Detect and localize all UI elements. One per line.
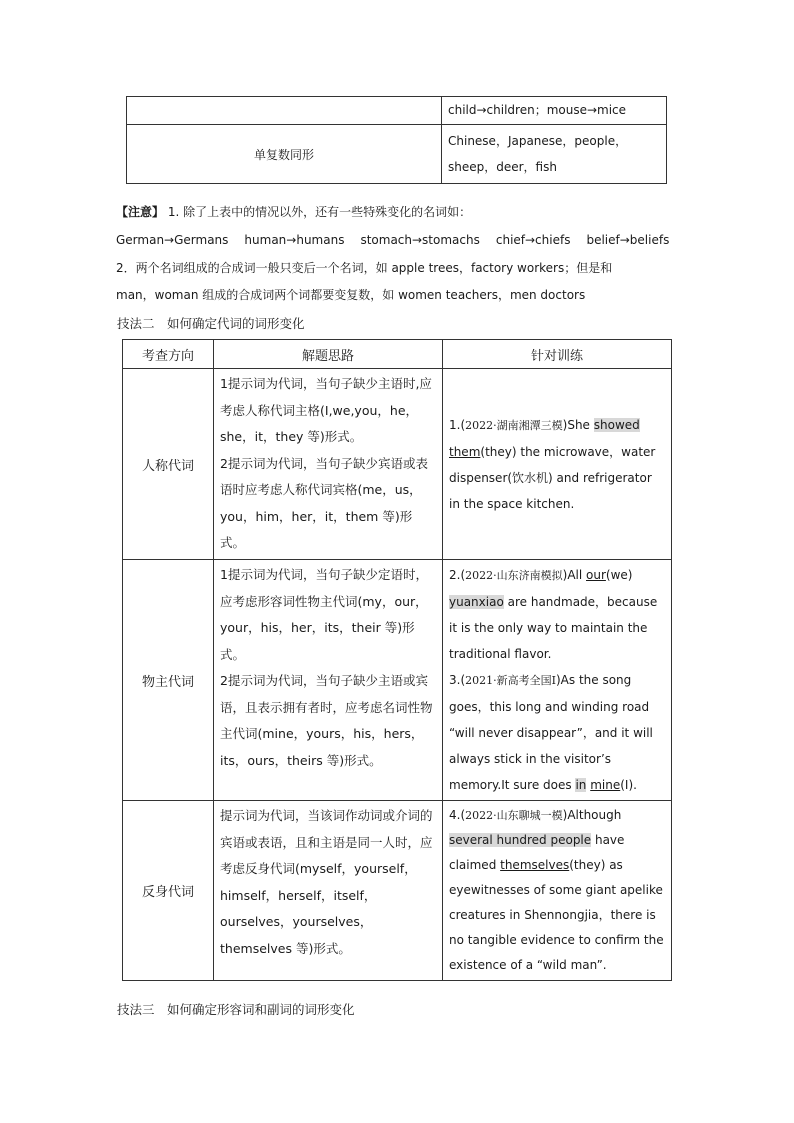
- pronoun-table: [122, 339, 672, 981]
- example-item: 2.(2022·山东济南模拟)All our(we) yuanxiao are handmade，because it is the only way to maintain the traditional flavor.: [449, 568, 658, 661]
- section2-heading: 技法二 如何确定代词的词形变化: [117, 316, 305, 331]
- answer-word: them: [449, 444, 481, 459]
- note-example: human→humans: [244, 233, 345, 247]
- hint-item: 2提示词为代词，当句子缺少主语或宾语，且表示拥有者时，应考虑名词性物主代词(mine，yours，his，hers，its，ours，theirs 等)形式。: [220, 673, 433, 768]
- highlight-cue: several hundred people: [449, 833, 592, 847]
- answer-word: themselves: [500, 858, 570, 872]
- table1-row1-left: [127, 97, 442, 125]
- example-item: 1.(2022·湖南湘潭三模)She showed them(they) the microwave，water dispenser(饮水机) and refrigerator in the space kitchen.: [449, 417, 656, 511]
- answer-word: mine: [590, 778, 621, 792]
- hint-item: 提示词为代词，当该词作动词或介词的宾语或表语，且和主语是同一人时，应考虑反身代词(myself，yourself，himself，herself，itself，ourselves，yourselves，themselves 等)形式。: [220, 808, 433, 956]
- example-cell: [443, 560, 672, 801]
- note-example: belief→beliefs: [586, 233, 670, 247]
- table1-row1-right: child→children；mouse→mice: [442, 97, 667, 125]
- notes-line1: [116, 199, 471, 226]
- notes-label: 【注意】: [116, 205, 165, 219]
- notes-examples: [116, 227, 676, 254]
- notes-text1: 1. 除了上表中的情况以外，还有一些特殊变化的名词如：: [167, 205, 472, 219]
- notes-line2a: 2．两个名词组成的合成词一般只变后一个名词，如 apple trees，factory workers；但是和: [116, 261, 613, 275]
- header-approach: 解题思路: [214, 340, 443, 369]
- category-cell: 人称代词: [123, 369, 214, 560]
- hint-cell: [214, 560, 443, 801]
- table1-row2-left: 单复数同形: [127, 125, 442, 184]
- table1-row2-right: Chinese，Japanese，people，sheep，deer，fish: [442, 125, 667, 184]
- example-item: 4.(2022·山东聊城一模)Although several hundred people have claimed themselves(they) as eyewitnesses of some giant apelike creatures in Shennongjia，there is no tangible evidence to confirm the existence of a “wild man”.: [449, 808, 664, 972]
- notes-line2b: man，woman 组成的合成词两个词都要变复数，如 women teachers，men doctors: [116, 288, 586, 302]
- section3-heading: 技法三 如何确定形容词和副词的词形变化: [117, 1002, 355, 1017]
- highlight-cue: showed: [593, 417, 640, 432]
- category-cell: 物主代词: [123, 560, 214, 801]
- example-item: 3.(2021·新高考全国Ⅰ)As the song goes，this long and winding road “will never disappear”，and it will always stick in the visitor’s memory.It sure does in mine(I).: [449, 673, 653, 792]
- note-example: German→Germans: [116, 233, 229, 247]
- header-direction: 考查方向: [123, 340, 214, 369]
- table-row: [123, 369, 672, 560]
- answer-word: our: [586, 568, 606, 582]
- highlight-cue: yuanxiao: [449, 595, 504, 609]
- example-cell: [443, 801, 672, 981]
- hint-item: 1提示词为代词，当句子缺少定语时，应考虑形容词性物主代词(my，our，your，his，her，its，their 等)形式。: [220, 567, 428, 662]
- note-example: chief→chiefs: [495, 233, 571, 247]
- hint-item: 1提示词为代词，当句子缺少主语时,应考虑人称代词主格(I,we,you，he，she，it，they 等)形式。: [220, 376, 432, 444]
- hint-cell: [214, 801, 443, 981]
- header-practice: 针对训练: [443, 340, 672, 369]
- example-cell: [443, 369, 672, 560]
- note-example: stomach→stomachs: [360, 233, 480, 247]
- hint-item: 2提示词为代词，当句子缺少宾语或表语时应考虑人称代词宾格(me，us，you，him，her，it，them 等)形式。: [220, 455, 428, 550]
- noun-plural-table: [126, 96, 667, 184]
- category-cell: 反身代词: [123, 801, 214, 981]
- table-row: [123, 560, 672, 801]
- hint-cell: [214, 369, 443, 560]
- table-row: [123, 801, 672, 981]
- highlight-cue: in: [575, 778, 587, 792]
